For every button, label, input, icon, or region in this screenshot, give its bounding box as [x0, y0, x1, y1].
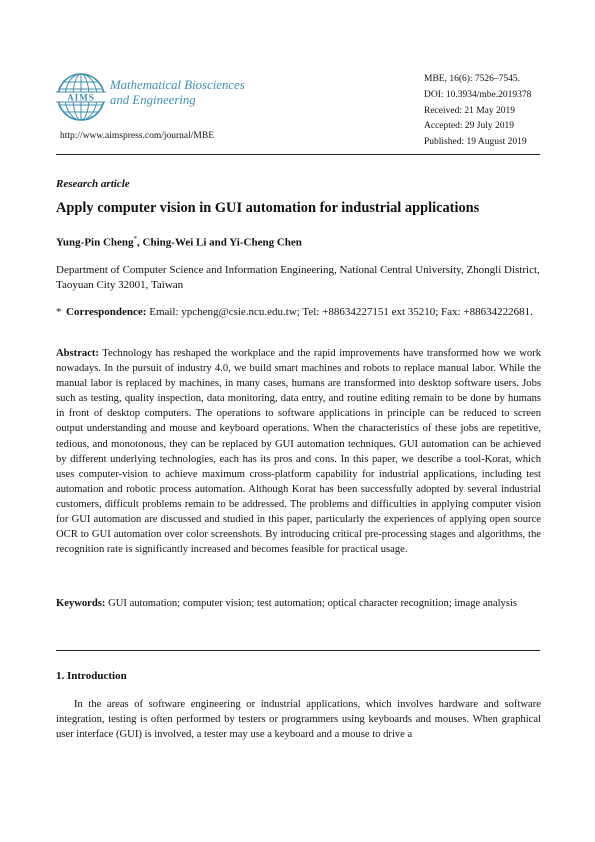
- introduction-paragraph: In the areas of software engineering or industrial applications, which involves hardware and software integration, testing is often performed by testers or programmers using keyboards and mouses. When graphical user interface (GUI) is involved, a tester may use a keyboard and a mouse to drive a: [56, 699, 541, 741]
- correspondence-star: *: [56, 306, 62, 318]
- logo-label: AIMS: [67, 92, 95, 103]
- meta-volume: MBE, 16(6): 7526–7545.: [424, 74, 521, 84]
- section-heading-introduction: 1. Introduction: [56, 670, 127, 682]
- author-primary: Yung-Pin Cheng: [56, 236, 134, 249]
- meta-accepted: Accepted: 29 July 2019: [424, 121, 514, 132]
- keywords-label: Keywords:: [56, 598, 106, 609]
- aims-globe-logo: [56, 72, 106, 122]
- abstract-label: Abstract:: [56, 348, 99, 359]
- correspondence-details: Email: ypcheng@csie.ncu.edu.tw; Tel: +88634227151 ext 35210; Fax: +88634222681.: [146, 306, 533, 318]
- correspondence: [56, 305, 542, 320]
- header-divider: [56, 154, 540, 155]
- corresponding-mark: *: [133, 235, 138, 243]
- publication-meta: [424, 72, 531, 151]
- journal-url[interactable]: http://www.aimspress.com/journal/MBE: [60, 131, 215, 141]
- paper-title: Apply computer vision in GUI automation for industrial applications: [56, 200, 480, 216]
- author-others: , Ching-Wei Li and Yi-Cheng Chen: [137, 236, 302, 249]
- affiliation: Department of Computer Science and Information Engineering, National Central University, Zhongli District, Taoyuan City 32001, Taiwan: [56, 264, 540, 291]
- meta-doi[interactable]: DOI: 10.3934/mbe.2019378: [424, 89, 532, 100]
- meta-published: Published: 19 August 2019: [424, 137, 527, 148]
- section-divider: [56, 650, 540, 651]
- journal-name: [110, 78, 245, 108]
- correspondence-label: Correspondence:: [66, 306, 147, 318]
- article-type: Research article: [56, 178, 130, 190]
- journal-name-line2: and Engineering: [110, 93, 196, 107]
- keywords: [56, 596, 542, 611]
- keywords-text: GUI automation; computer vision; test automation; optical character recognition; image analysis: [105, 598, 518, 609]
- journal-name-line1: Mathematical Biosciences: [110, 78, 245, 92]
- meta-received: Received: 21 May 2019: [424, 105, 516, 116]
- abstract: [56, 346, 541, 557]
- author-list: [56, 235, 302, 249]
- abstract-text: Technology has reshaped the workplace and the rapid improvements have transformed how we work nowadays. In the pursuit of industry 4.0, we build smart machines and robots to replace manual labor. While the manual labor is replaced by machines, in many cases, humans are transformed into desktop software users. Jobs such as testing, quality inspection, data monitoring, data entry, and routine editing remain to be done by humans in front of desktop computers. The operations to software applications in principle can be reduced to screen output understanding and mouse and keyboard operations. When the characteristics of these jobs are repetitive, tedious, and monotonous, they can be replaced by GUI automation techniques. GUI automation can be achieved by different underlying technologies, each has its pros and cons. In this paper, we describe a tool-Korat, which uses computer-vision to achieve maximum cross-platform capability for industrial applications, including test automation and robotic process automation. Although Korat has been successfully adopted by several industrial customers, difficult problems remain to be addressed. The problems and difficulties in applying computer vision for GUI automation are discussed and studied in this paper, particularly the experiences of applying open source OCR to GUI automation over color screenshots. By introducing critical pre-processing stages and algorithms, the recognition rate is significantly increased and becomes feasible for practical usage.: [56, 348, 541, 556]
